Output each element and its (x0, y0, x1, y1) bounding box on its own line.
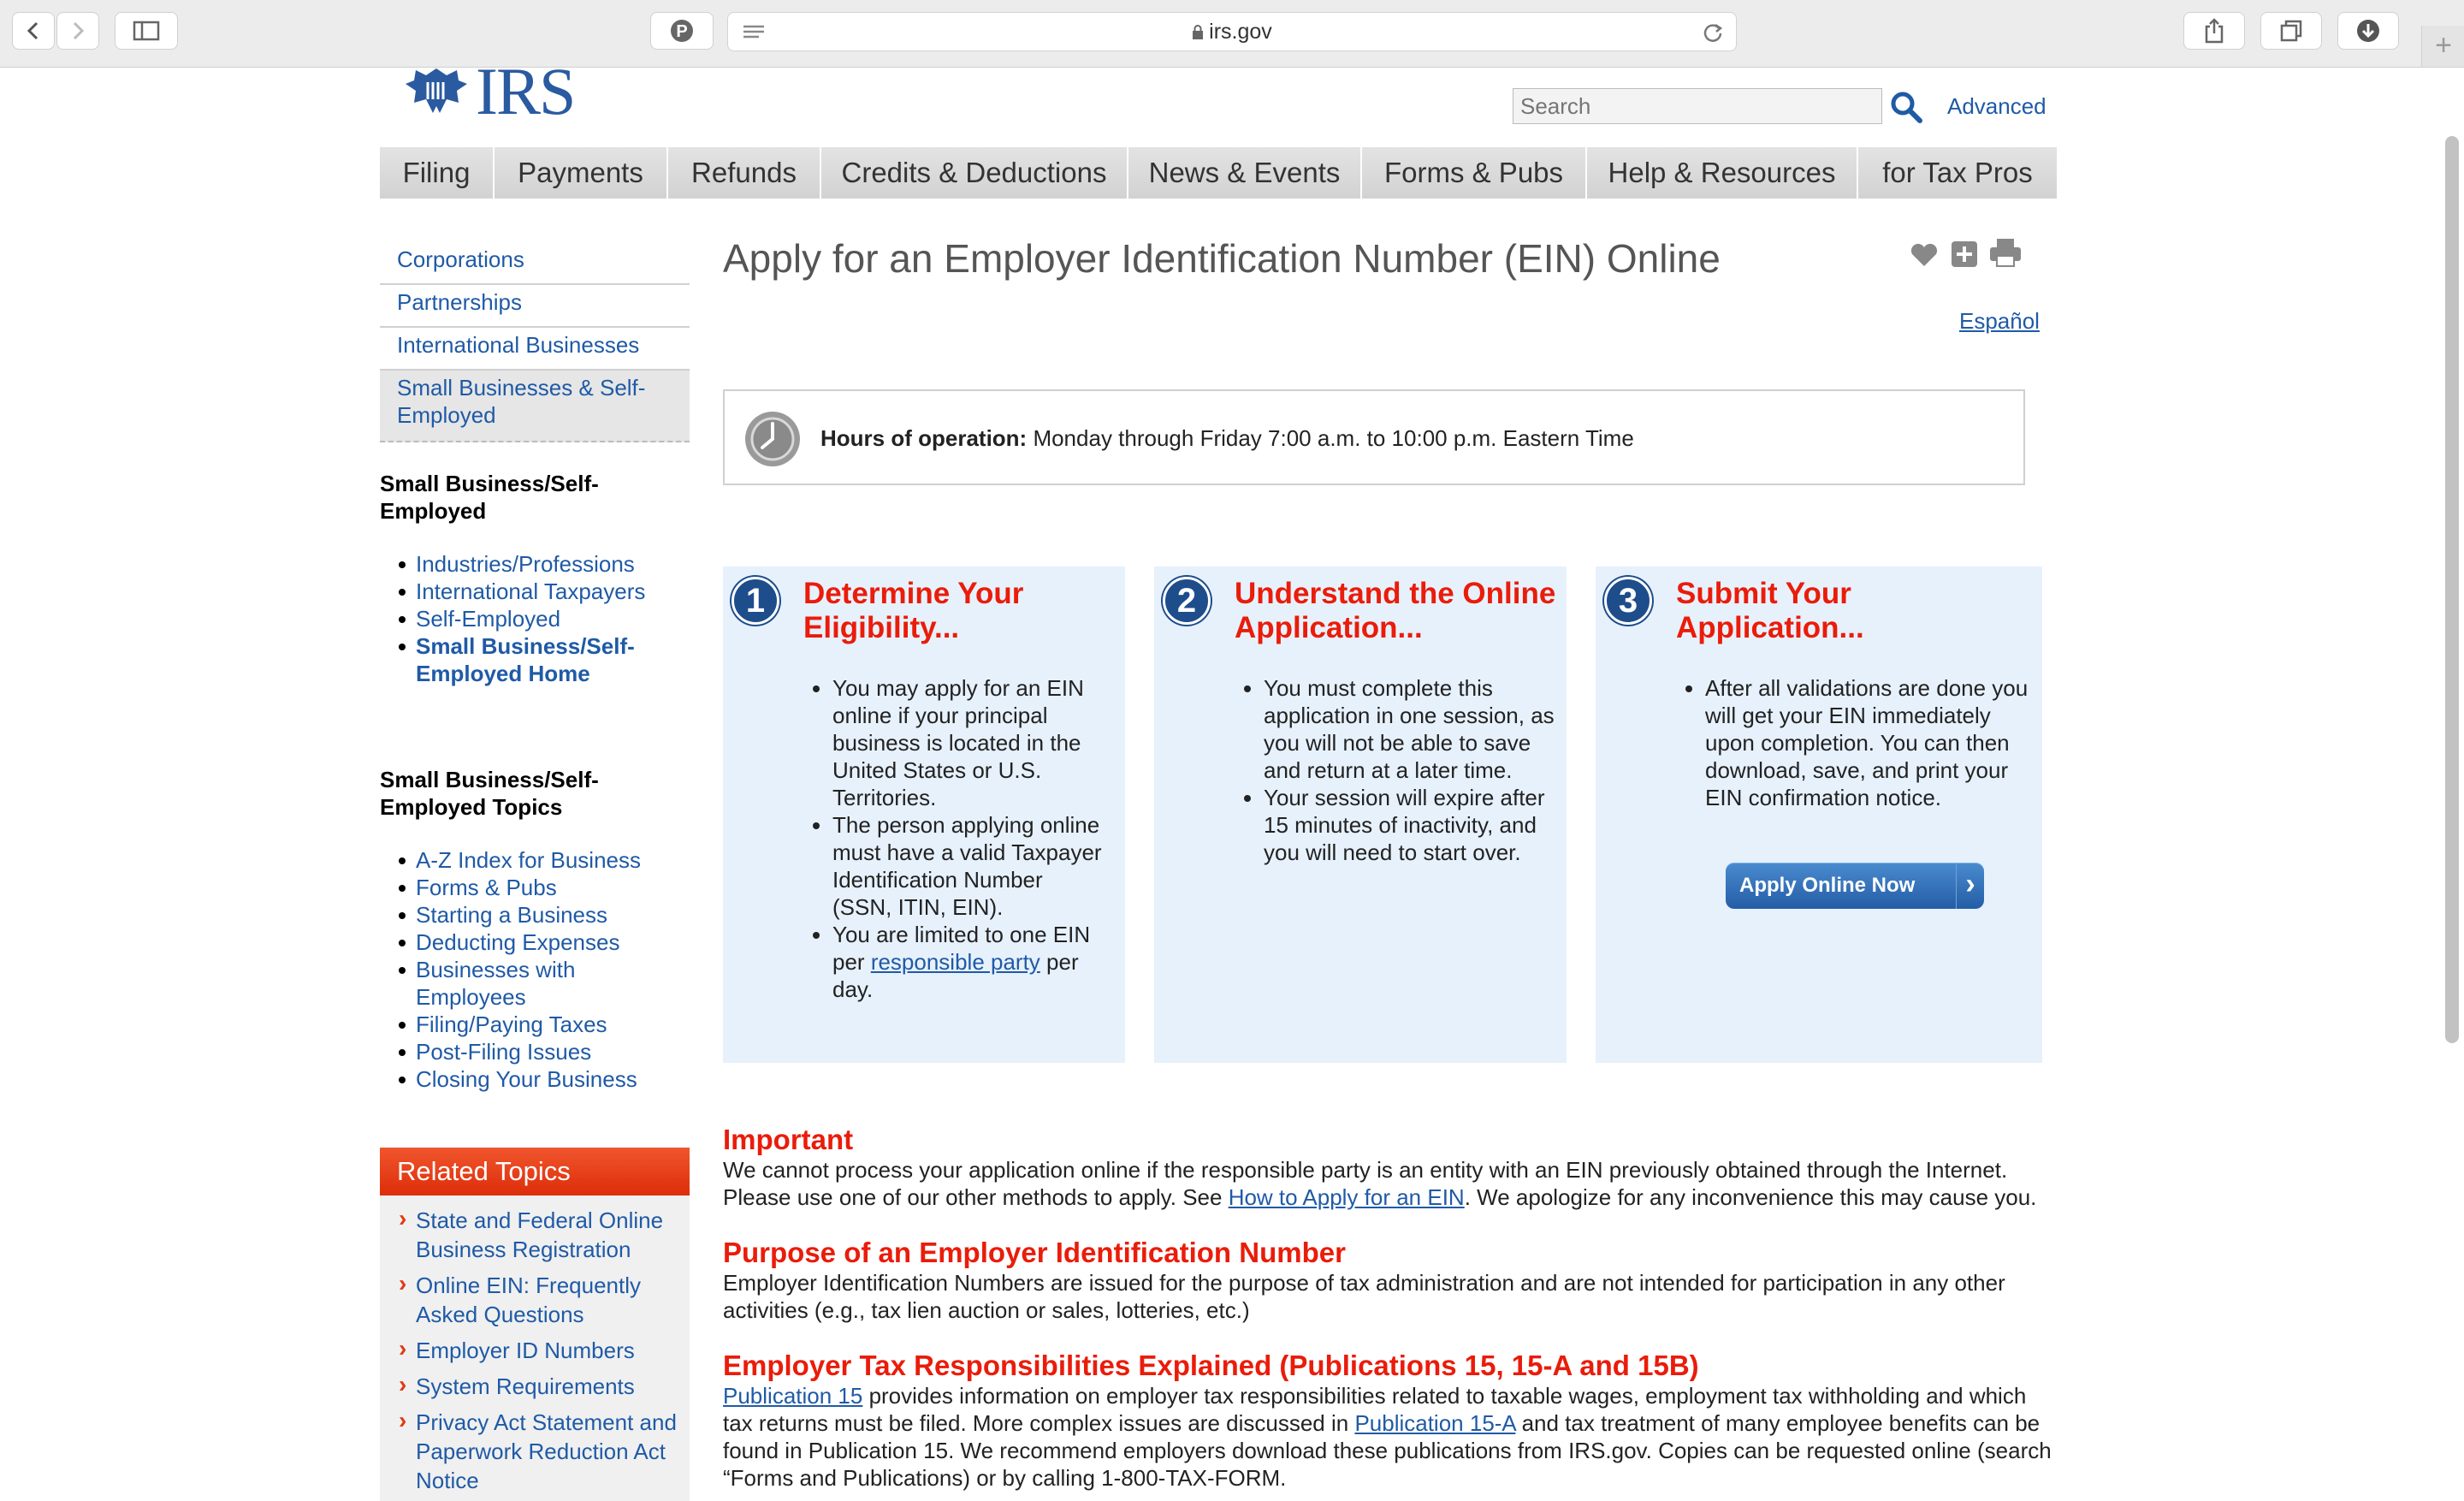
nav-filing[interactable]: Filing (380, 147, 495, 199)
list-item: • You must complete this application in one session, as you will not be able to save and return at a later time. (1264, 674, 1555, 784)
pinterest-button[interactable] (650, 12, 714, 50)
hours-label: Hours of operation: (820, 425, 1028, 451)
list-item[interactable]: › Privacy Act Statement and Paperwork Reduction Act Notice (399, 1408, 690, 1495)
url-display (728, 20, 1736, 44)
responsible-party-link[interactable]: responsible party (870, 949, 1040, 975)
list-item[interactable]: Closing Your Business (399, 1065, 690, 1093)
step-title: Understand the Online Application... (1235, 577, 1556, 644)
nav-help-resources[interactable]: Help & Resources (1587, 147, 1858, 199)
bullet-text: You are limited to one EIN per (832, 922, 1091, 975)
list-item: • You may apply for an EIN online if your principal business is located in the United States or U.S. Territories. (832, 674, 1106, 811)
pinterest-icon (669, 18, 695, 44)
how-to-apply-link[interactable]: How to Apply for an EIN (1228, 1184, 1465, 1210)
list-item[interactable]: Small Business/Self-Employed Home (399, 632, 672, 687)
url-text: irs.gov (1209, 20, 1272, 44)
list-item[interactable]: Starting a Business (399, 901, 690, 928)
step-bullets (1676, 674, 2030, 811)
related-topics-list (399, 1206, 690, 1501)
eagle-icon (402, 68, 471, 122)
page-title: Apply for an Employer Identification Number (EIN) Online (723, 236, 1721, 281)
chevron-left-icon (25, 21, 42, 41)
purpose-text: Employer Identification Numbers are issued for the purpose of tax administration and are not intended for participation in any other activities (e.g., tax lien auction or sales, lotteries, etc.) (723, 1270, 2005, 1323)
add-icon[interactable] (1951, 240, 1978, 268)
step-card-submit (1596, 567, 2042, 1063)
nav-payments[interactable]: Payments (495, 147, 668, 199)
lock-icon (1192, 25, 1204, 40)
list-item (832, 921, 1106, 1003)
list-item[interactable]: Filing/Paying Taxes (399, 1011, 690, 1038)
irs-logo[interactable] (402, 68, 575, 128)
sidebar-item-partnerships[interactable]: Partnerships (380, 285, 690, 328)
list-item[interactable]: Self-Employed (399, 605, 690, 632)
sidebar-section-list (399, 550, 690, 687)
back-button[interactable] (12, 12, 55, 50)
hours-text (820, 425, 1634, 452)
favorite-icon[interactable] (1910, 242, 1939, 268)
step-bullets (803, 674, 1106, 1003)
vertical-scrollbar[interactable] (2445, 136, 2459, 1043)
list-item[interactable]: Deducting Expenses (399, 928, 690, 956)
list-item[interactable]: Forms & Pubs (399, 874, 690, 901)
svg-text:P: P (676, 22, 688, 41)
bullet-text: per day. (832, 949, 1079, 1002)
sidebar-item-small-businesses[interactable]: Small Businesses & Self-Employed (380, 371, 690, 442)
nav-news-events[interactable]: News & Events (1128, 147, 1362, 199)
share-icon (2204, 18, 2224, 44)
important-text (723, 1156, 2058, 1211)
chevron-right-icon (69, 21, 86, 41)
list-item[interactable]: Businesses with Employees (399, 956, 613, 1011)
download-icon (2356, 19, 2380, 43)
list-item: • The person applying online must have a valid Taxpayer Identification Number (SSN, ITIN, EIN). (832, 811, 1106, 921)
forward-button[interactable] (56, 12, 99, 50)
tabs-icon (2280, 20, 2302, 42)
paragraph-text: We cannot process your application online if the responsible party is an entity with an EIN previously obtained through the Internet. Please use one of our other methods to apply. See (723, 1157, 2008, 1210)
list-item[interactable]: › Employer ID Numbers (399, 1336, 690, 1365)
nav-for-tax-pros[interactable]: for Tax Pros (1858, 147, 2057, 199)
paragraph-text: . We apologize for any inconvenience this may cause you. (1464, 1184, 2037, 1210)
related-topics-heading: Related Topics (380, 1148, 690, 1195)
sidebar-icon (133, 21, 160, 41)
list-item[interactable]: › Online EIN: Frequently Asked Questions (399, 1271, 664, 1329)
nav-forms-pubs[interactable]: Forms & Pubs (1362, 147, 1587, 199)
page-content (0, 68, 2464, 1501)
advanced-search-link[interactable]: Advanced (1947, 93, 2046, 119)
nav-credits-deductions[interactable]: Credits & Deductions (821, 147, 1128, 199)
list-item[interactable]: › State and Federal Online Business Registration (399, 1206, 681, 1264)
main-navigation (380, 147, 2057, 199)
share-button[interactable] (2183, 12, 2245, 50)
search-icon[interactable] (1889, 90, 1923, 124)
hours-of-operation-box (723, 389, 2025, 485)
list-item: • After all validations are done you will get your EIN immediately upon completion. You can then download, save, and print your EIN confirmation notice. (1705, 674, 2030, 811)
print-icon[interactable] (1988, 237, 2023, 268)
list-item: • Your session will expire after 15 minutes of inactivity, and you will need to start over. (1264, 784, 1555, 866)
sidebar-topics-list (399, 846, 690, 1093)
tabs-overview-button[interactable] (2260, 12, 2322, 50)
important-heading: Important (723, 1124, 854, 1155)
paragraph-text: provides information on employer tax responsibilities related to taxable wages, employment tax withholding and which tax returns must be filed. More complex issues are discussed in (723, 1383, 2027, 1436)
list-item[interactable]: Industries/Professions (399, 550, 690, 578)
espanol-link[interactable]: Español (1959, 308, 2040, 334)
employer-text (723, 1382, 2058, 1492)
browser-toolbar (0, 0, 2464, 68)
list-item[interactable]: › System Requirements (399, 1372, 690, 1401)
list-item[interactable]: Post-Filing Issues (399, 1038, 690, 1065)
nav-refunds[interactable]: Refunds (668, 147, 821, 199)
step-number-badge: 1 (732, 577, 779, 625)
logo-text: IRS (476, 68, 575, 128)
publication-15a-link[interactable]: Publication 15-A (1354, 1410, 1516, 1436)
sidebar-topics-title: Small Business/Self-Employed Topics (380, 767, 599, 820)
downloads-button[interactable] (2337, 12, 2399, 50)
step-number-badge: 2 (1163, 577, 1211, 625)
list-item[interactable]: International Taxpayers (399, 578, 690, 605)
employer-heading: Employer Tax Responsibilities Explained (Publications 15, 15-A and 15B) (723, 1350, 1699, 1381)
step-card-eligibility (723, 567, 1125, 1063)
step-number-badge: 3 (1604, 577, 1652, 625)
sidebar-item-corporations[interactable]: Corporations (380, 242, 690, 285)
list-item[interactable]: A-Z Index for Business (399, 846, 690, 874)
chevron-right-icon: › (1956, 863, 1984, 909)
search-input[interactable] (1513, 88, 1882, 124)
purpose-heading: Purpose of an Employer Identification Number (723, 1237, 1346, 1268)
clock-icon (743, 410, 802, 468)
new-tab-button[interactable]: + (2421, 26, 2464, 67)
step-title: Determine Your Eligibility... (803, 577, 1024, 644)
sidebar-toggle-button[interactable] (115, 12, 178, 50)
sidebar-item-international-businesses[interactable]: International Businesses (380, 328, 690, 371)
paragraph-text: and tax treatment of many employee benefits can be found in Publication 15. We recommend employers download these publications from IRS.gov. Copies can be requested online (search “Forms and Publications) or by calling 1-800-TAX-FORM. (723, 1410, 2052, 1491)
sidebar-section-title: Small Business/Self-Employed (380, 471, 599, 524)
reload-icon[interactable] (1702, 21, 1724, 44)
address-bar[interactable] (727, 12, 1737, 51)
hours-value: Monday through Friday 7:00 a.m. to 10:00 p.m. Eastern Time (1027, 425, 1634, 451)
step-card-understand (1154, 567, 1567, 1063)
button-label: Apply Online Now (1739, 874, 1916, 897)
publication-15-link[interactable]: Publication 15 (723, 1383, 863, 1409)
step-title: Submit Your Application... (1676, 577, 1864, 644)
apply-online-now-button[interactable] (1726, 863, 1984, 909)
step-bullets (1235, 674, 1555, 866)
